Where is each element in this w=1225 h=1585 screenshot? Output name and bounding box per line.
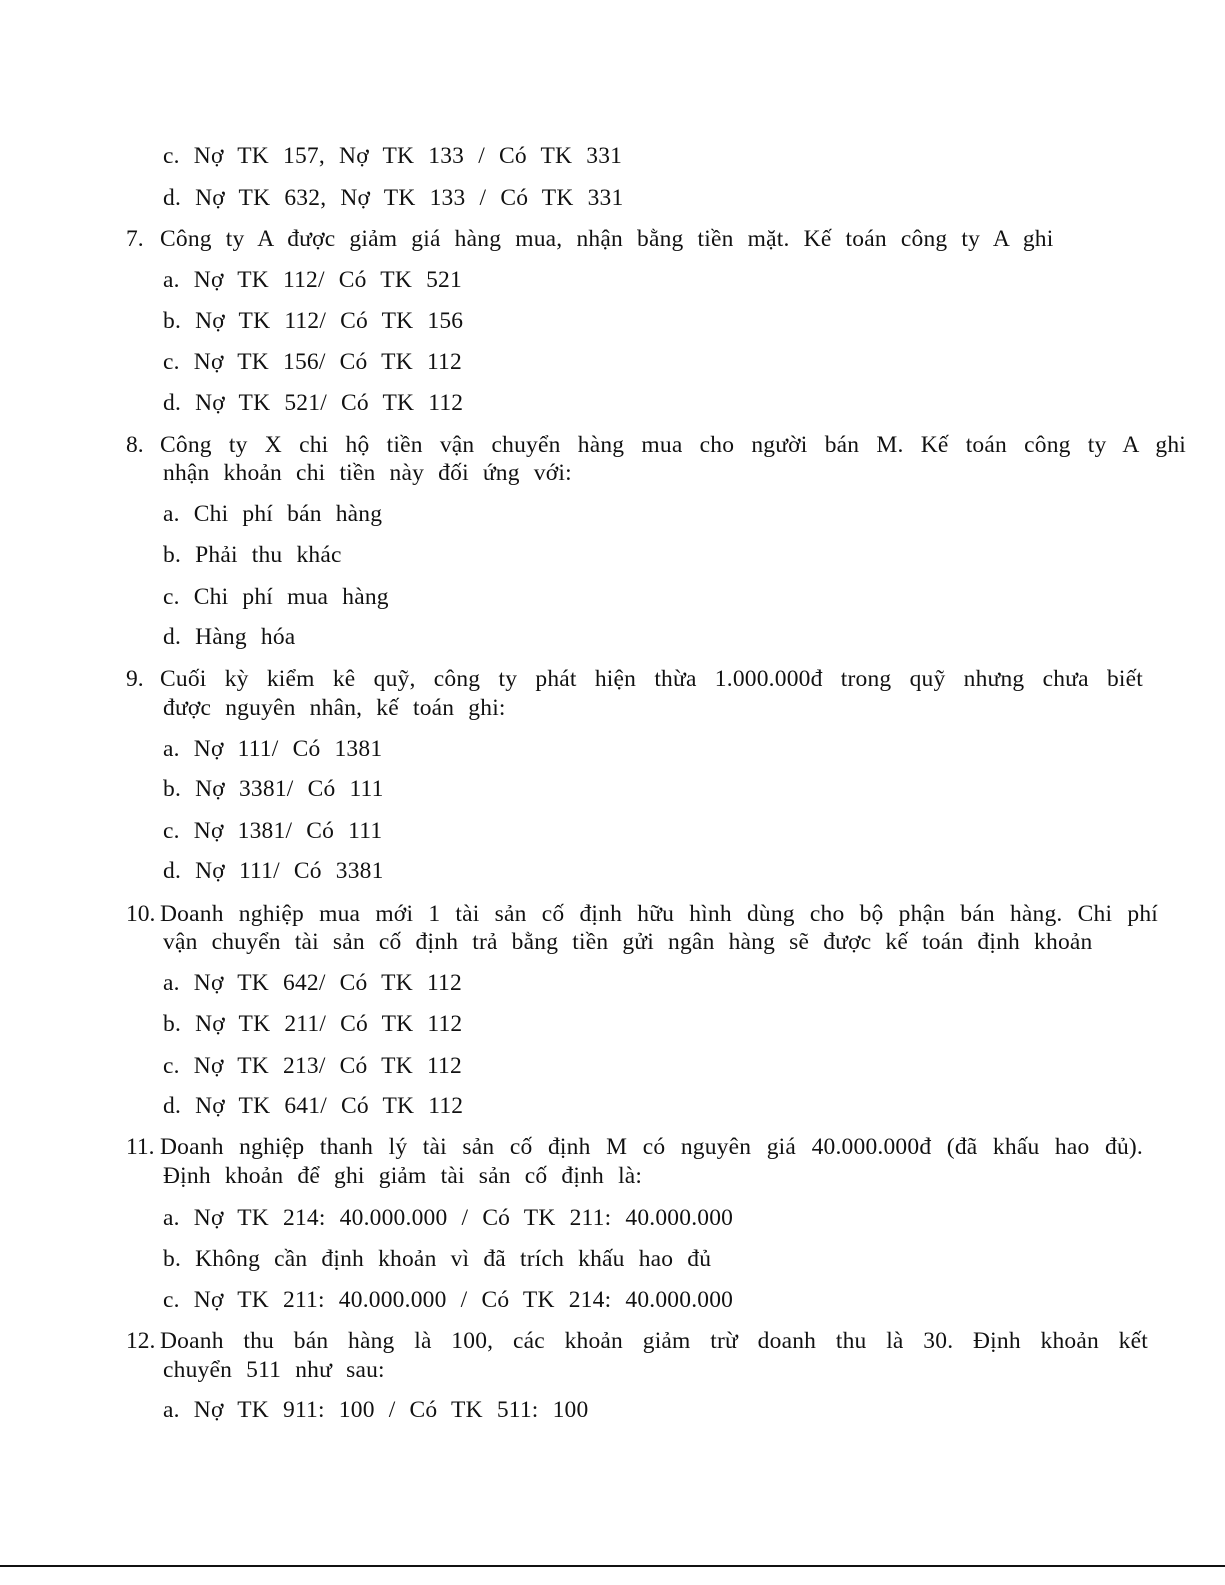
q8-option-a: a. Chi phí bán hàng	[163, 501, 383, 527]
q8-number: 8.	[126, 432, 144, 458]
q7-number: 7.	[126, 226, 144, 252]
q11-text-line2: Định khoản để ghi giảm tài sản cố định là:	[163, 1163, 643, 1189]
q10-option-b: b. Nợ TK 211/ Có TK 112	[163, 1011, 463, 1037]
q10-option-d: d. Nợ TK 641/ Có TK 112	[163, 1093, 464, 1119]
q7-option-b: b. Nợ TK 112/ Có TK 156	[163, 308, 464, 334]
q10-number: 10.	[126, 901, 156, 927]
q11-option-b: b. Không cần định khoản vì đã trích khấu hao đủ	[163, 1246, 712, 1272]
q10-option-a: a. Nợ TK 642/ Có TK 112	[163, 970, 462, 996]
q9-option-a: a. Nợ 111/ Có 1381	[163, 736, 383, 762]
page-bottom-divider	[0, 1565, 1225, 1567]
q9-option-d: d. Nợ 111/ Có 3381	[163, 858, 384, 884]
q8-option-b: b. Phải thu khác	[163, 542, 342, 568]
q12-option-a: a. Nợ TK 911: 100 / Có TK 511: 100	[163, 1397, 589, 1423]
q11-option-a: a. Nợ TK 214: 40.000.000 / Có TK 211: 40.000.000	[163, 1205, 734, 1231]
q8-text-line1: Công ty X chi hộ tiền vận chuyển hàng mua cho người bán M. Kế toán công ty A ghi	[160, 432, 1186, 458]
q6-option-c: c. Nợ TK 157, Nợ TK 133 / Có TK 331	[163, 143, 623, 169]
q7-option-d: d. Nợ TK 521/ Có TK 112	[163, 390, 464, 416]
q8-option-c: c. Chi phí mua hàng	[163, 584, 389, 610]
q10-option-c: c. Nợ TK 213/ Có TK 112	[163, 1053, 462, 1079]
q9-text-line2: được nguyên nhân, kế toán ghi:	[163, 695, 506, 721]
q9-text-line1: Cuối kỳ kiểm kê quỹ, công ty phát hiện thừa 1.000.000đ trong quỹ nhưng chưa biết	[160, 666, 1143, 692]
q12-text-line1: Doanh thu bán hàng là 100, các khoản giảm trừ doanh thu là 30. Định khoản kết	[160, 1328, 1148, 1354]
q8-text-line2: nhận khoản chi tiền này đối ứng với:	[163, 460, 572, 486]
q12-number: 12.	[126, 1328, 156, 1354]
q7-text: Công ty A được giảm giá hàng mua, nhận bằng tiền mặt. Kế toán công ty A ghi	[160, 226, 1054, 252]
q10-text-line1: Doanh nghiệp mua mới 1 tài sản cố định hữu hình dùng cho bộ phận bán hàng. Chi phí	[160, 901, 1158, 927]
q6-option-d: d. Nợ TK 632, Nợ TK 133 / Có TK 331	[163, 185, 624, 211]
q9-option-c: c. Nợ 1381/ Có 111	[163, 818, 383, 844]
q9-option-b: b. Nợ 3381/ Có 111	[163, 776, 384, 802]
q10-text-line2: vận chuyển tài sản cố định trả bằng tiền gửi ngân hàng sẽ được kế toán định khoản	[163, 929, 1093, 955]
q7-option-c: c. Nợ TK 156/ Có TK 112	[163, 349, 462, 375]
q11-text-line1: Doanh nghiệp thanh lý tài sản cố định M có nguyên giá 40.000.000đ (đã khấu hao đủ).	[160, 1134, 1143, 1160]
q8-option-d: d. Hàng hóa	[163, 624, 296, 650]
q9-number: 9.	[126, 666, 144, 692]
q11-option-c: c. Nợ TK 211: 40.000.000 / Có TK 214: 40.000.000	[163, 1287, 734, 1313]
q11-number: 11.	[126, 1134, 155, 1160]
q7-option-a: a. Nợ TK 112/ Có TK 521	[163, 267, 462, 293]
q12-text-line2: chuyển 511 như sau:	[163, 1357, 385, 1383]
